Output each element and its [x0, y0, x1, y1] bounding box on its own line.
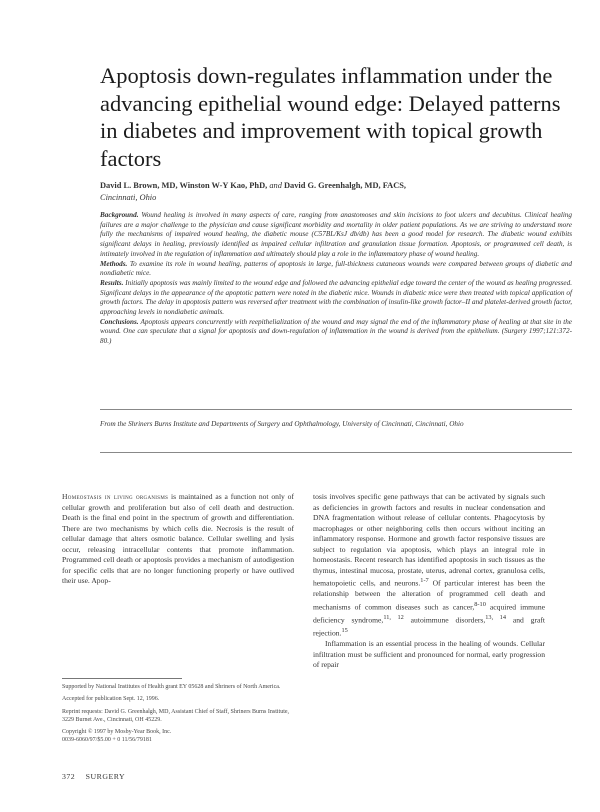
abstract-results [100, 279, 572, 318]
abstract-methods-text: To examine its role in wound healing, patterns of apoptosis in large, full-thickness cutaneous wounds were compared between groups of diabetic and nondiabetic mice. [100, 259, 573, 278]
abstract-conclusions-text: Apoptosis appears concurrently with reepithelialization of the wound and may signal the end of the inflammatory phase of healing at that site in the wound. One can speculate that a signal for apoptosis and down-regulation of inflammation in the wound is derived from the epithelium. [100, 317, 572, 336]
footnotes [62, 683, 294, 745]
abstract-conclusions [100, 318, 572, 347]
body-column-left [62, 492, 294, 587]
authors-primary: David L. Brown, MD, Winston W-Y Kao, PhD, [100, 181, 268, 190]
author-location: Cincinnati, Ohio [100, 193, 157, 202]
right-text-2: Of particular interest has been the relationship between the alteration of programmed cell death and mechanisms of common diseases such as cancer, [313, 578, 545, 612]
article-title: Apoptosis down-regulates inflammation under the advancing epithelial wound edge: Delayed patterns in diabetes and improvement with topical growth factors [100, 63, 561, 171]
abstract-background [100, 211, 572, 260]
article-code: 0039-6060/97/$5.00 + 0 11/56/79181 [62, 737, 152, 744]
page-number: 372 [62, 772, 76, 781]
authors-last: David G. Greenhalgh, MD, FACS, [283, 181, 407, 190]
right-text-4: autoimmune disorders, [403, 615, 486, 625]
footnote-divider [62, 678, 182, 679]
reprints-note: Reprint requests: David G. Greenhalgh, MD, Assistant Chief of Staff, Shriners Burns Institute, 3229 Burnet Ave., Cincinnati, OH 45229. [62, 708, 290, 723]
reference-3: 11, 12 [383, 614, 404, 622]
intro-text: is maintained as a function not only of cellular growth and proliferation but also of cell death and destruction. Death is the final end point in the spectrum of growth and differentiation. There are two mechanisms by which cells die. Necrosis is the result of cellular damage that alters osmotic balance. Cellular swelling and lysis occur, releasing intracellular contents that promote inflammation. Programmed cell death or apoptosis provides a mechanism of autodigestion for specific cells that are no longer functioning properly or have outlived their use. Apop- [62, 492, 294, 586]
right-text-1: tosis involves specific gene pathways that can be activated by signals such as deficiencies in growth factors and results in nuclear condensation and DNA fragmentation without release of cellular contents. Phagocytosis by macrophages or other neighboring cells then occurs without inciting an inflammatory response. Hormone and growth factor responsive tissues are subject to regulation via apoptosis, which plays an integral role in homeostasis. Recent research has identified apoptosis in such tissues as the thymus, intestinal mucosa, prostate, uterus, adrenal cortex, granulosa cells, hematopoietic cells, and neurons. [313, 492, 545, 588]
intro-lead-in: Homeostasis in living organisms [62, 492, 169, 501]
inflammation-paragraph: Inflammation is an essential process in the healing of wounds. Cellular infiltration must be sufficient and pronounced for normal, early progression of repair [313, 639, 545, 670]
abstract-conclusions-label: Conclusions. [100, 317, 139, 326]
abstract-results-text: Initially apoptosis was mainly limited to the wound edge and followed the advancing epithelial edge toward the center of the wound as healing progressed. Significant delays in the appearance of the apoptotic pattern were noted in the diabetic mice. Wounds in diabetic mice were then treated with topical application of growth factors. The delay in apoptosis pattern was reversed after treatment with the combination of insulin-like growth factor–II and platelet-derived growth factor, approaching levels in nondiabetic animals. [100, 278, 573, 317]
abstract [100, 211, 572, 347]
body-column-right [313, 492, 545, 671]
abstract-divider [100, 409, 572, 410]
apoptosis-paragraph [313, 492, 545, 639]
abstract-methods-label: Methods. [100, 259, 128, 268]
right-text-5: and graft rejection. [313, 615, 545, 638]
authors-conjunction: and [269, 181, 282, 190]
affiliation: From the Shriners Burns Institute and Departments of Surgery and Ophthalmology, University of Cincinnati, Cincinnati, Ohio [100, 420, 464, 428]
abstract-background-label: Background. [100, 211, 139, 219]
affiliation-divider [100, 452, 572, 453]
intro-paragraph [62, 492, 294, 587]
abstract-background-text: Wound healing is involved in many aspects of care, ranging from anastomoses and skin incisions to foot ulcers and decubitus. Clinical healing failures are a major challenge to the physician and cause significant morbidity and mortality in older patient populations. As we are striving to understand more fully the mechanisms of impaired wound healing, the diabetic mouse (C57BL/KsJ db/db) has been a good model for research. The diabetic wound exhibits significant delays in healing, previously identified as impaired cellular infiltration and granulation tissue formation. Apoptosis, or programmed cell death, is intimately involved in the regulation of inflammation and ultimately should play a role in the inflammatory phase of wound healing. [100, 211, 572, 258]
journal-name: SURGERY [85, 772, 126, 781]
reference-4: 13, 14 [485, 614, 506, 622]
abstract-results-label: Results. [100, 278, 124, 287]
reference-2: 8-10 [474, 601, 486, 608]
author-line [100, 181, 570, 190]
page-footer [62, 772, 133, 781]
reference-1: 1-7 [420, 577, 429, 585]
support-note: Supported by National Institutes of Health grant EY 05628 and Shriners of North America. [62, 684, 281, 690]
abstract-methods [100, 260, 572, 279]
copyright-note: Copyright © 1997 by Mosby-Year Book, Inc. [62, 729, 172, 736]
right-text-3: acquired immune deficiency syndrome, [313, 602, 545, 625]
reference-5: 15 [341, 627, 348, 635]
accepted-note: Accepted for publication Sept. 12, 1996. [62, 696, 160, 703]
abstract-citation: (Surgery 1997;121:372-80.) [100, 327, 572, 346]
